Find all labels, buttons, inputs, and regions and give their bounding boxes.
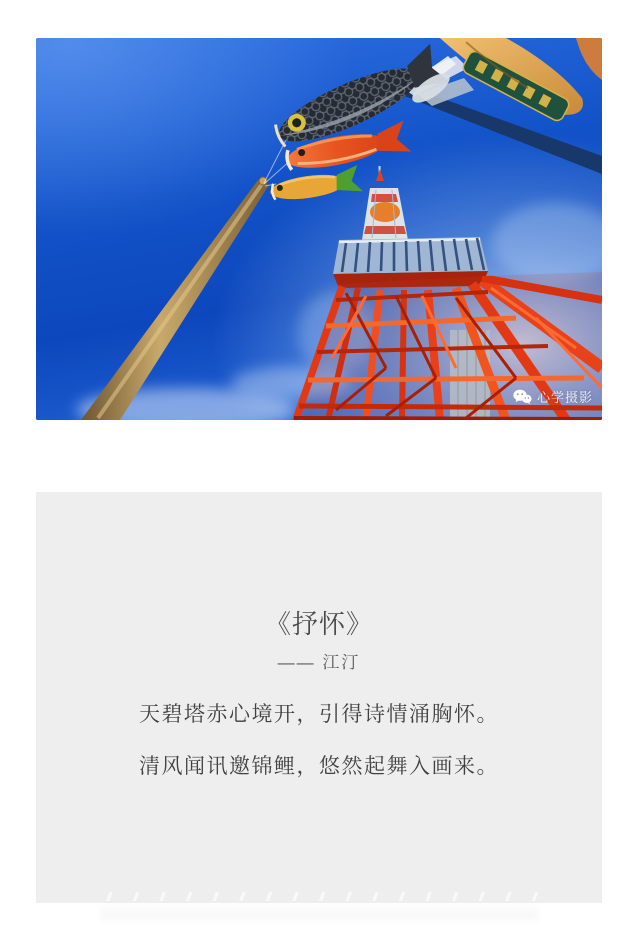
watermark-text: 心学摄影	[536, 390, 593, 405]
faint-artifact-strip	[100, 907, 538, 921]
poem-card	[36, 492, 602, 903]
poem-line-1: 天碧塔赤心境开，引得诗情涌胸怀。	[139, 703, 499, 726]
poem-title: 《抒怀》	[264, 609, 373, 639]
decorative-slashes	[86, 892, 552, 901]
photo-illustration	[36, 38, 602, 420]
wechat-logo-icon	[513, 389, 532, 405]
watermark	[513, 387, 593, 406]
photo-tokyo-tower[interactable]	[36, 38, 602, 420]
poem-line-2: 清风闻讯邀锦鲤，悠然起舞入画来。	[139, 755, 499, 778]
poem-author: —— 江汀	[277, 653, 361, 672]
